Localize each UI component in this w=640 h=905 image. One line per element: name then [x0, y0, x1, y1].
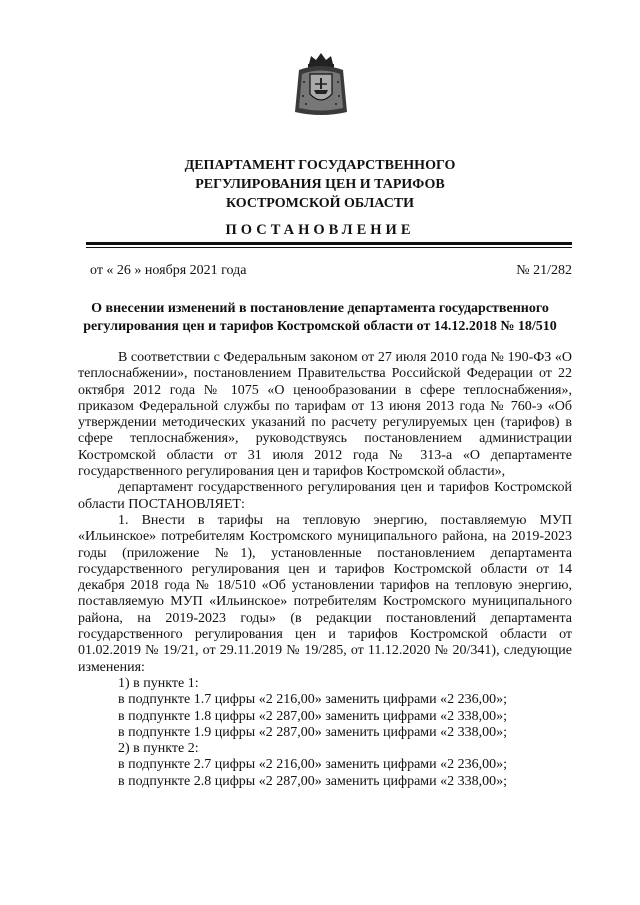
list-item: в подпункте 1.7 цифры «2 216,00» заменить цифрами «2 236,00»; [118, 692, 508, 708]
document-type: ПОСТАНОВЛЕНИЕ [225, 222, 415, 238]
header-rule-thick [86, 242, 572, 245]
list-item: в подпункте 1.9 цифры «2 287,00» заменить цифрами «2 338,00»; [118, 724, 508, 740]
coat-of-arms-icon [293, 52, 349, 118]
list-item: в подпункте 1.8 цифры «2 287,00» заменить цифрами «2 338,00»; [118, 708, 508, 724]
date-number-line [90, 263, 572, 279]
document-date: от « 26 » ноября 2021 года [90, 263, 247, 278]
subject-line-1: О внесении изменений в постановление департамента государственного [91, 301, 549, 316]
department-title [0, 156, 640, 213]
header-rule-thin [86, 247, 572, 248]
item-1-paragraph: 1. Внести в тарифы на тепловую энергию, поставляемую МУП «Ильинское» потребителям Костромского муниципального района, на 2019-2023 годы (приложение №1), установленные постановлением департамента государственного регулирования цен и тарифов Костромской области от 14 декабря 2018 года № 18/510 «Об установлении тарифов на тепловую энергию, поставляемую МУП «Ильинское» потребителям Костромского муниципального района, на 2019-2023 годы» (в редакции постановлений департамента государственного регулирования цен и тарифов Костромской области от 01.02.2019 № 19/21, от 29.11.2019 № 19/285, от 11.12.2020 № 20/341), следующие изменения: [78, 512, 572, 675]
list-item: 2) в пункте 2: [118, 741, 199, 757]
department-line-2: РЕГУЛИРОВАНИЯ ЦЕН И ТАРИФОВ [195, 177, 445, 192]
list-item: в подпункте 2.8 цифры «2 287,00» заменить цифрами «2 338,00»; [118, 773, 508, 789]
document-subject [70, 300, 570, 336]
preamble-paragraph: В соответствии с Федеральным законом от 27 июля 2010 года № 190-ФЗ «О теплоснабжении», постановлением Правительства Российской Федерации от 22 октября 2012 года № 1075 «О ценообразовании в сфере теплоснабжения», приказом Федеральной службы по тарифам от 13 июня 2013 года № 760-э «Об утверждении методических указаний по расчету регулируемых цен (тарифов) в сфере теплоснабжения», руководствуясь постановлением администрации Костромской области от 31 июля 2012 года № 313-а «О департаменте государственного регулирования цен и тарифов Костромской области», [78, 350, 572, 480]
document-number: № 21/282 [516, 263, 572, 278]
subject-line-2: регулирования цен и тарифов Костромской области от 14.12.2018 № 18/510 [83, 319, 557, 334]
list-item: 1) в пункте 1: [118, 675, 199, 691]
department-line-3: КОСТРОМСКОЙ ОБЛАСТИ [225, 196, 415, 211]
resolution-paragraph: департамент государственного регулирования цен и тарифов Костромской области ПОСТАНОВЛЯЕТ: [78, 480, 572, 512]
department-line-1: ДЕПАРТАМЕНТ ГОСУДАРСТВЕННОГО [184, 158, 456, 173]
list-item: в подпункте 2.7 цифры «2 216,00» заменить цифрами «2 236,00»; [118, 757, 508, 773]
document-body [78, 350, 572, 790]
